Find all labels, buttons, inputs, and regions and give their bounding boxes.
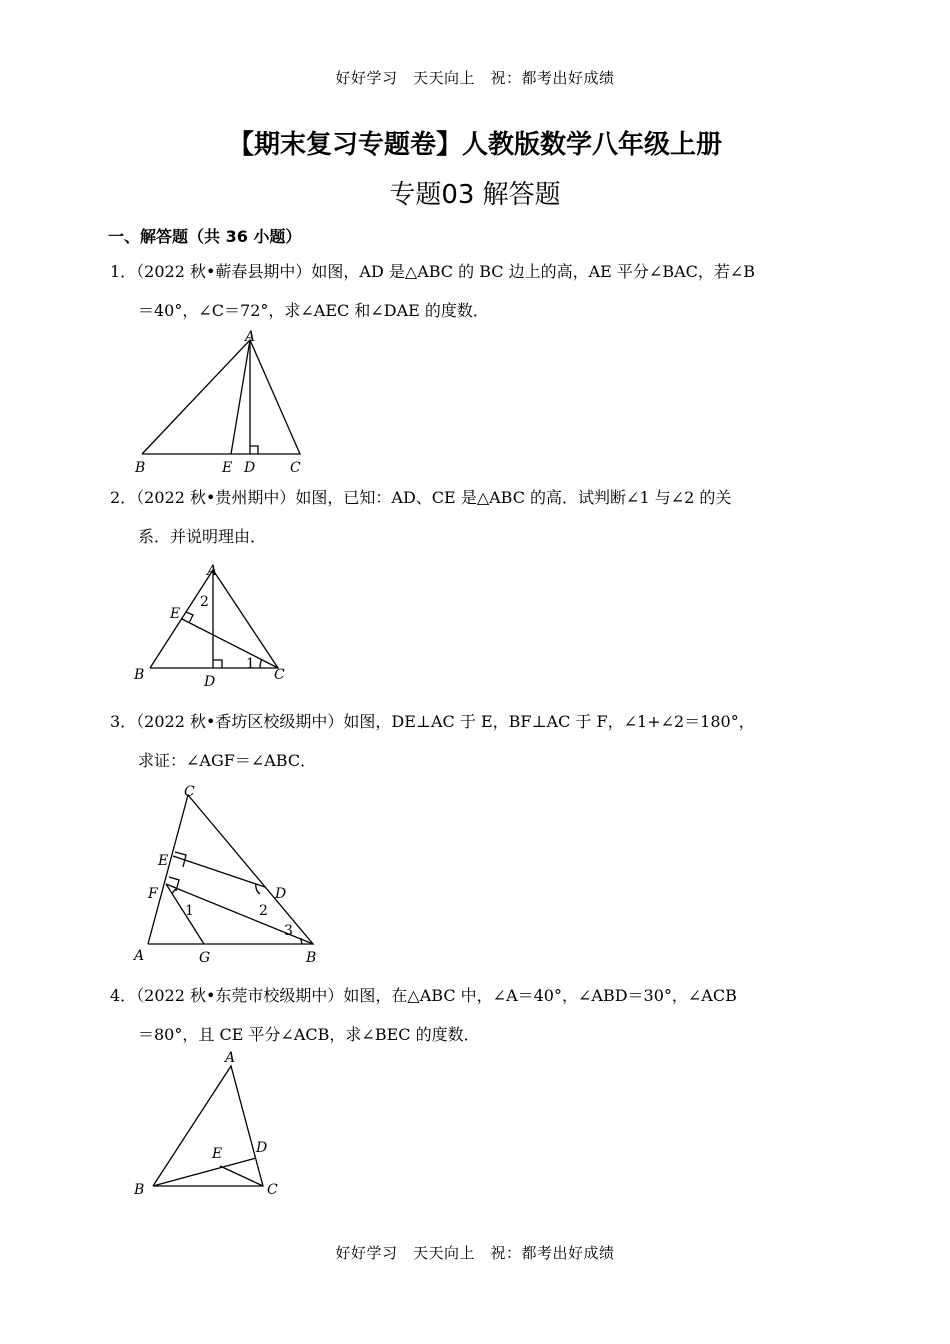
label-angle-3: 3: [284, 923, 293, 939]
label-e: E: [222, 460, 233, 476]
right-angle-mark-d: [213, 660, 222, 668]
question-2-text: 2．（2022 秋•贵州期中）如图，已知：AD、CE 是△ABC 的高．试判断∠1 与∠2 的关: [110, 488, 732, 507]
label-d: D: [204, 674, 216, 690]
question-1-text: 1．（2022 秋•蕲春县期中）如图，AD 是△ABC 的 BC 边上的高，AE 平分∠BAC，若∠B: [110, 262, 756, 281]
page-header: 好好学习 天天向上 祝：都考出好成绩: [335, 69, 615, 87]
label-a: A: [245, 329, 256, 345]
angle-1-arc: [172, 889, 176, 894]
label-angle-2: 2: [259, 903, 268, 919]
question-3-text: 3．（2022 秋•香坊区校级期中）如图，DE⊥AC 于 E，BF⊥AC 于 F，∠1+∠2＝180°，: [110, 712, 755, 731]
question-1-figure: [130, 328, 310, 478]
question-4-figure: [128, 1048, 298, 1208]
right-angle-mark-e: [175, 852, 186, 867]
label-c: C: [290, 460, 301, 476]
question-2-text-cont: 系．并说明理由．: [138, 527, 267, 546]
label-b: B: [134, 1182, 145, 1198]
label-c: C: [267, 1182, 278, 1198]
question-1-text-cont: ＝40°，∠C＝72°，求∠AEC 和∠DAE 的度数．: [138, 301, 489, 320]
question-4-text-cont: ＝80°，且 CE 平分∠ACB，求∠BEC 的度数．: [138, 1025, 480, 1044]
question-3-figure: [128, 780, 328, 970]
label-e: E: [158, 853, 169, 869]
bisector-ce: [220, 1166, 263, 1186]
label-d: D: [275, 886, 287, 902]
label-e: E: [212, 1146, 223, 1162]
label-b: B: [306, 950, 317, 966]
triangle-abc: [148, 795, 313, 944]
label-f: F: [148, 886, 158, 902]
section-heading: 一、解答题（共 36 小题）: [108, 227, 302, 246]
label-angle-1: 1: [185, 903, 194, 919]
label-a: A: [134, 948, 145, 964]
altitude-ce: [182, 619, 278, 668]
label-d: D: [256, 1140, 268, 1156]
segment-ed: [173, 856, 265, 887]
label-b: B: [135, 460, 146, 476]
label-b: B: [134, 667, 145, 683]
label-e: E: [170, 606, 181, 622]
label-c: C: [274, 667, 285, 683]
triangle-abc: [142, 340, 300, 454]
document-subtitle: 专题03 解答题: [389, 180, 561, 210]
question-3-text-cont: 求证：∠AGF＝∠ABC．: [138, 751, 317, 770]
label-c: C: [184, 784, 195, 800]
triangle-abc: [153, 1066, 263, 1186]
label-a: A: [207, 563, 218, 579]
label-a: A: [225, 1050, 236, 1066]
label-angle-1: 1: [246, 656, 255, 672]
right-angle-mark: [250, 446, 258, 454]
document-title: 【期末复习专题卷】人教版数学八年级上册: [227, 130, 722, 160]
question-4-text: 4．（2022 秋•东莞市校级期中）如图，在△ABC 中，∠A＝40°，∠ABD＝30°，∠ACB: [110, 986, 737, 1005]
label-d: D: [244, 460, 256, 476]
label-angle-2: 2: [200, 594, 209, 610]
question-2-figure: [128, 558, 298, 693]
page-footer: 好好学习 天天向上 祝：都考出好成绩: [335, 1244, 615, 1262]
label-g: G: [199, 950, 211, 966]
angle-1-arc: [260, 659, 262, 668]
